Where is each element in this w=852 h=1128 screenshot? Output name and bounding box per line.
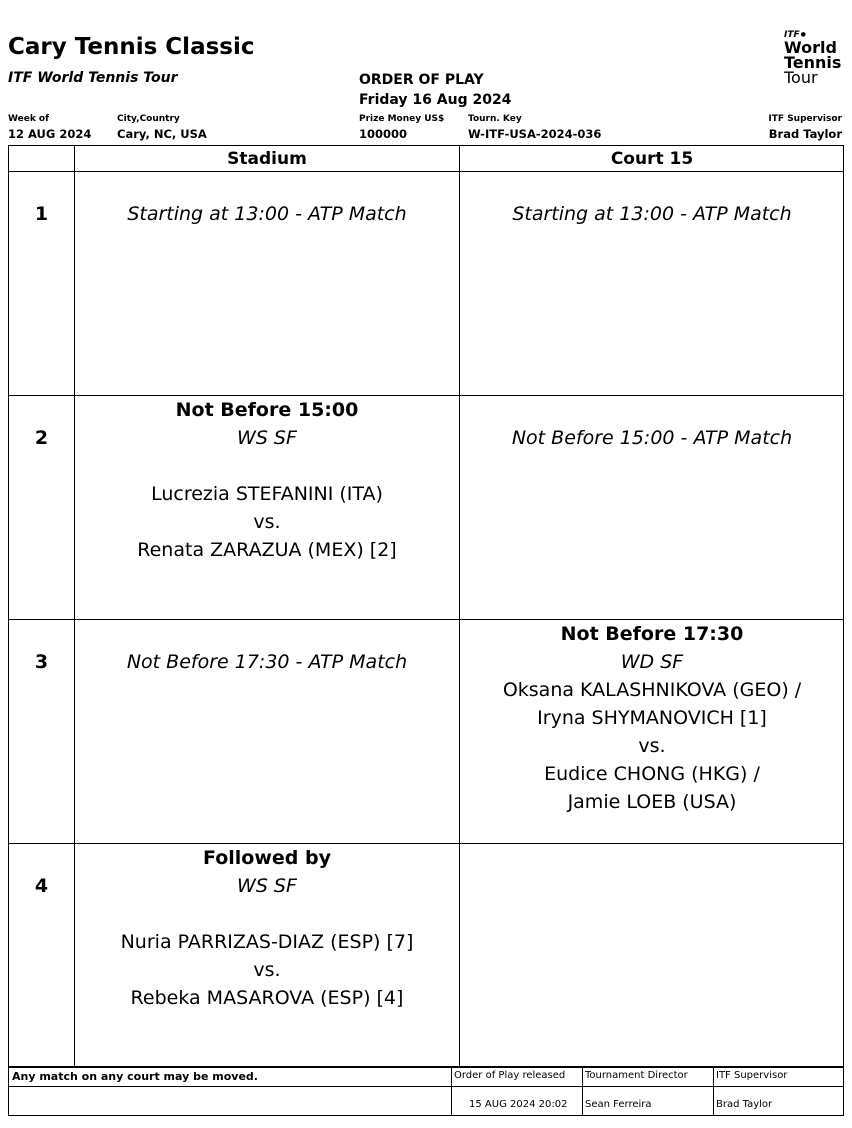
match-cell-court15-1 [460, 200, 844, 228]
player-name: Iryna SHYMANOVICH [1] [537, 707, 767, 729]
released-label: Order of Play released [454, 1070, 566, 1081]
footer-supervisor-label: ITF Supervisor [716, 1070, 788, 1081]
match-cell-court15-3 [460, 620, 844, 816]
player-name: Rebeka MASAROVA (ESP) [4] [130, 987, 404, 1009]
player-name: Renata ZARAZUA (MEX) [2] [137, 539, 397, 561]
match-event: WD SF [620, 651, 684, 673]
match-note: Not Before 15:00 - ATP Match [511, 427, 793, 449]
released-value: 15 AUG 2024 20:02 [469, 1099, 568, 1110]
match-event: WS SF [237, 875, 297, 897]
versus-label: vs. [253, 959, 281, 981]
match-time: Not Before 15:00 [175, 399, 359, 421]
match-time: Not Before 17:30 [560, 623, 744, 645]
director-label: Tournament Director [585, 1070, 688, 1081]
match-time: Followed by [203, 847, 331, 869]
match-cell-court15-2 [460, 424, 844, 452]
prize-label: Prize Money US$ [359, 114, 445, 124]
order-of-play-label: ORDER OF PLAY [359, 72, 484, 88]
match-row-number: 2 [34, 427, 49, 449]
itf-world-tennis-tour-logo [784, 30, 844, 85]
tourn-key-label: Tourn. Key [468, 114, 522, 124]
match-row-number: 3 [34, 651, 49, 673]
match-note: Starting at 13:00 - ATP Match [512, 203, 792, 225]
supervisor-value: Brad Taylor [768, 127, 842, 141]
player-name: Nuria PARRIZAS-DIAZ (ESP) [7] [120, 931, 414, 953]
match-cell-stadium-3 [75, 648, 459, 676]
schedule-grid [8, 145, 844, 1067]
court-header-stadium: Stadium [227, 149, 307, 169]
match-row-number: 4 [34, 875, 49, 897]
play-date: Friday 16 Aug 2024 [359, 92, 512, 108]
grid-divider [9, 171, 843, 172]
versus-label: vs. [253, 511, 281, 533]
tourn-key-value: W-ITF-USA-2024-036 [468, 127, 602, 141]
match-event: WS SF [237, 427, 297, 449]
logo-world: World [784, 38, 837, 57]
match-cell-stadium-4 [75, 844, 459, 1012]
logo-tennis: Tennis [784, 53, 842, 72]
footer-supervisor-value: Brad Taylor [716, 1099, 773, 1110]
logo-tour: Tour [784, 68, 818, 87]
week-value: 12 AUG 2024 [8, 127, 92, 141]
tournament-title: Cary Tennis Classic [8, 34, 255, 60]
logo-itf: ITF ● [784, 30, 844, 40]
match-row-number: 1 [34, 203, 49, 225]
city-label: City,Country [117, 114, 180, 124]
city-value: Cary, NC, USA [117, 127, 207, 141]
match-cell-stadium-1 [75, 200, 459, 228]
match-cell-stadium-2 [75, 396, 459, 564]
footer-divider [9, 1086, 843, 1087]
grid-divider [459, 146, 460, 1066]
court-header-court-15: Court 15 [610, 149, 694, 169]
player-name: Eudice CHONG (HKG) / [544, 763, 760, 785]
footer-table [8, 1066, 844, 1116]
tour-subtitle: ITF World Tennis Tour [8, 70, 178, 86]
supervisor-label: ITF Supervisor [768, 114, 842, 124]
footer-divider [713, 1068, 714, 1115]
player-name: Jamie LOEB (USA) [567, 791, 737, 813]
week-label: Week of [8, 114, 50, 124]
versus-label: vs. [638, 735, 666, 757]
player-name: Oksana KALASHNIKOVA (GEO) / [502, 679, 802, 701]
match-note: Starting at 13:00 - ATP Match [127, 203, 407, 225]
player-name: Lucrezia STEFANINI (ITA) [151, 483, 383, 505]
director-value: Sean Ferreira [585, 1099, 652, 1110]
footer-divider [582, 1068, 583, 1115]
footer-divider [451, 1068, 452, 1115]
prize-value: 100000 [359, 127, 408, 141]
order-of-play-heading [359, 70, 511, 110]
match-note: Not Before 17:30 - ATP Match [126, 651, 408, 673]
footer-note: Any match on any court may be moved. [12, 1070, 258, 1083]
